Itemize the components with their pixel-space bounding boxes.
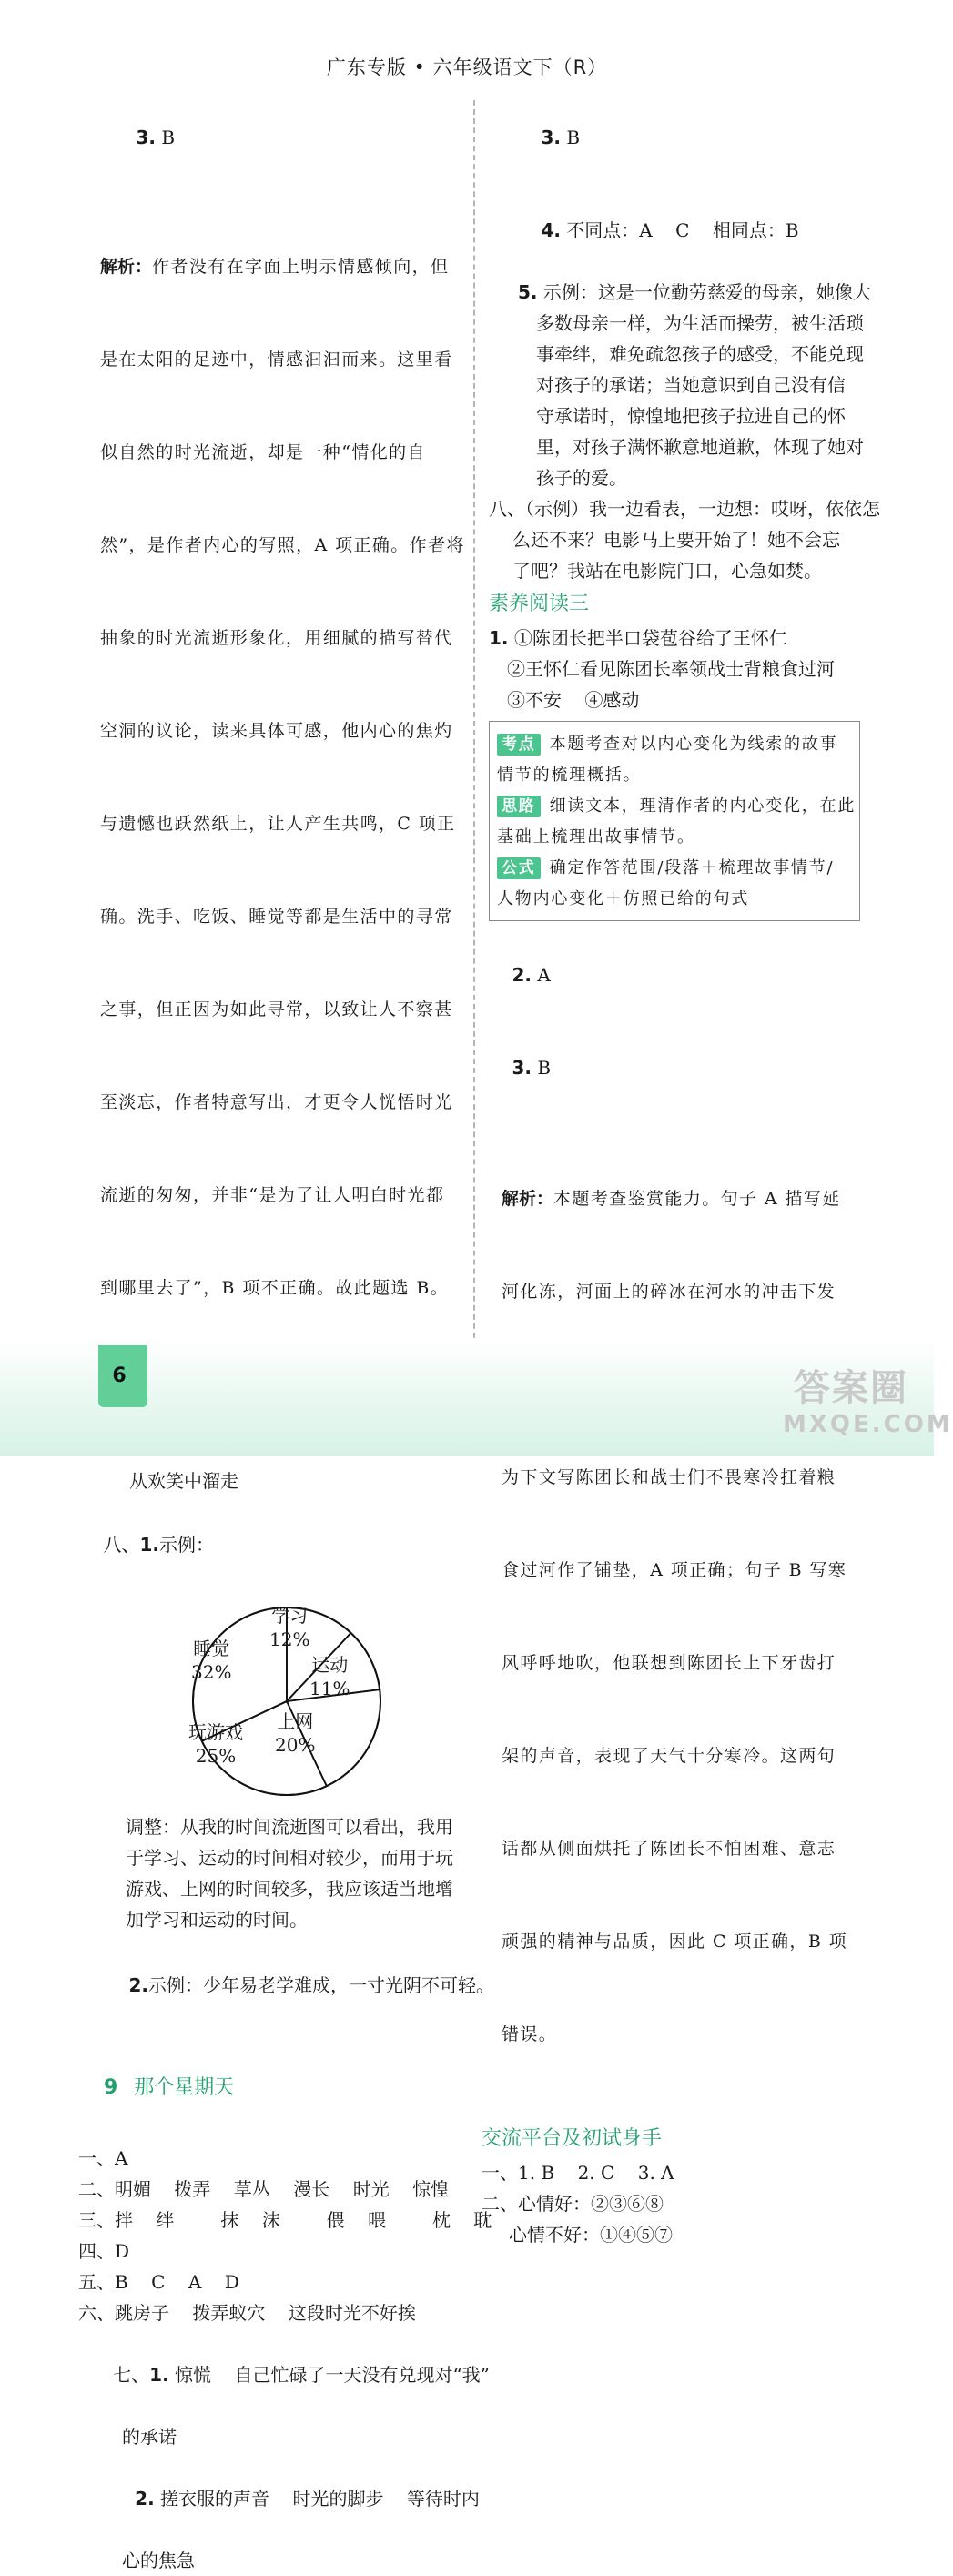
reading-3: 3. B [512,1057,552,1079]
answer-8-1: 八、1.示例： [103,1534,214,1556]
silu-badge: 思路 [497,796,541,817]
answers-9: 一、A 二、明媚 拨弄 草丛 漫长 时光 惊惶 三、拌 绊 抹 沫 偎 喂 枕 耽 四、D 五、B C A D 六、跳房子 拨弄蚁穴 这段时光不好挨 七、1. 惊慌 自己忙碌了一天没有兑现对“我” 的承诺 2. 搓衣服的声音 时光的脚步 等待时内 心的焦急 [78,2147,492,2571]
watermark-logo: 答案圈 MXQE.COM [783,1367,953,1438]
answer-r3: 3. B [541,127,581,148]
reading-1: 1. ①陈团长把半口袋苞谷给了王怀仁 ②王怀仁看见陈团长率领战士背粮食过河 ③不安 ④感动 [489,627,835,711]
pie-label-sleep: 睡觉 32% [191,1638,232,1683]
answer-7-2: 2. 搓衣服的声音 时光的脚步 等待时内 [135,2488,480,2510]
gongshi-badge: 公式 [497,857,541,879]
analysis-block: 解析：作者没有在字面上明示情感倾向，但 是在太阳的足迹中，情感汩汩而来。这里看 似自然的时光流逝，却是一种“情化的自 然”，是作者内心的写照，A 项正确。作者将 抽象的时光流逝形象化，用细腻的描写替代 空洞的议论，读来具体可感，他内心的焦灼 与遗憾也跃然纸上，让人产生共鸣，C 项正 确。洗手、吃饭、睡觉等都是生活中的寻常 之事，但正因为如此寻常，以致让人不察甚 至淡忘，作者特意写出，才更令人恍悟时光 流逝的匆匆，并非“是为了让人明白时光都 到哪里去了”，B 项不正确。故此题选 B。 [100,257,465,1298]
adjust-block: 调整：从我的时间流逝图可以看出，我用 于学习、运动的时间相对较少，而用于玩 游戏、上网的时间较多，我应该适当地增 加学习和运动的时间。 [126,1816,453,1931]
pie-label-game: 玩游戏 25% [188,1721,243,1767]
kaodian-badge: 考点 [497,734,541,756]
answer-7-1: 七、1. 惊慌 自己忙碌了一天没有兑现对“我” [113,2364,490,2386]
page-header: 广东专版 • 六年级语文下（R） [326,56,608,78]
answer-r5: 5. 示例：这是一位勤劳慈爱的母亲，她像大 多数母亲一样，为生活而操劳，被生活琐 事牵绊，难免疏忽孩子的感受，不能兑现 对孩子的承诺；当她意识到自己没有信 守承诺时，惊惶地把孩子拉进自己的怀 里，对孩子满怀歉意地道歉，体现了她对 孩子的爱。 [518,281,871,489]
analysis-tag: 解析： [100,257,153,277]
reading-analysis: 解析：本题考查鉴赏能力。句子 A 描写延 河化冻，河面上的碎冰在河水的冲击下发 为下文写陈团长和战士们不畏寒冷扛着粮 食过河作了铺垫，A 项正确；句子 B 写寒 风呼呼地吹，他联想到陈团长上下牙齿打 架的声音，表现了天气十分寒冷。这两句 话都从侧面烘托了陈团长不怕困难、意志 顽强的精神与品质，因此 C 项正确，B 项 错误。 [502,1189,848,2044]
exchange-answers: 一、1. B 2. C 3. A 二、心情好：②③⑥⑧ 心情不好：①④⑤⑦ [482,2162,674,2246]
section-9-title: 9 那个星期天 [103,2076,235,2099]
answer-8-2: 2.示例：少年易老学难成，一寸光阴不可轻。 [128,1974,494,1996]
reading-2: 2. A [512,964,551,986]
page-number: 6 [112,1364,127,1387]
tips-box: 考点 本题考查对以内心变化为线索的故事 情节的梳理概括。 思路 细读文本，理清作者的内心变化，在此 基础上梳理出故事情节。 公式 确定作答范围/段落＋梳理故事情节/ 人物内心变化＋仿照已给的句式 [489,721,860,921]
answer-r8: 八、（示例）我一边看表，一边想：哎呀，依依怎 么还不来？电影马上要开始了！她不会忘 了吧？我站在电影院门口，心急如焚。 [489,498,880,582]
pie-label-study: 学习 12% [269,1605,310,1650]
answer-r4: 4. 不同点：A C 相同点：B [541,219,799,241]
right-column [482,91,884,2250]
pie-svg [64,1597,446,1806]
pie-label-sport: 运动 11% [309,1654,350,1699]
column-divider [473,100,475,1374]
answer-3: 3. B [136,127,176,148]
section-exchange-title: 交流平台及初试身手 [482,2127,663,2150]
left-column [78,91,494,2576]
time-pie-chart [64,1597,446,1806]
pie-label-net: 上网 20% [275,1710,316,1756]
answer-4-cont: 从欢笑中溜走 [129,1470,238,1492]
section-reading-title: 素养阅读三 [489,593,590,615]
